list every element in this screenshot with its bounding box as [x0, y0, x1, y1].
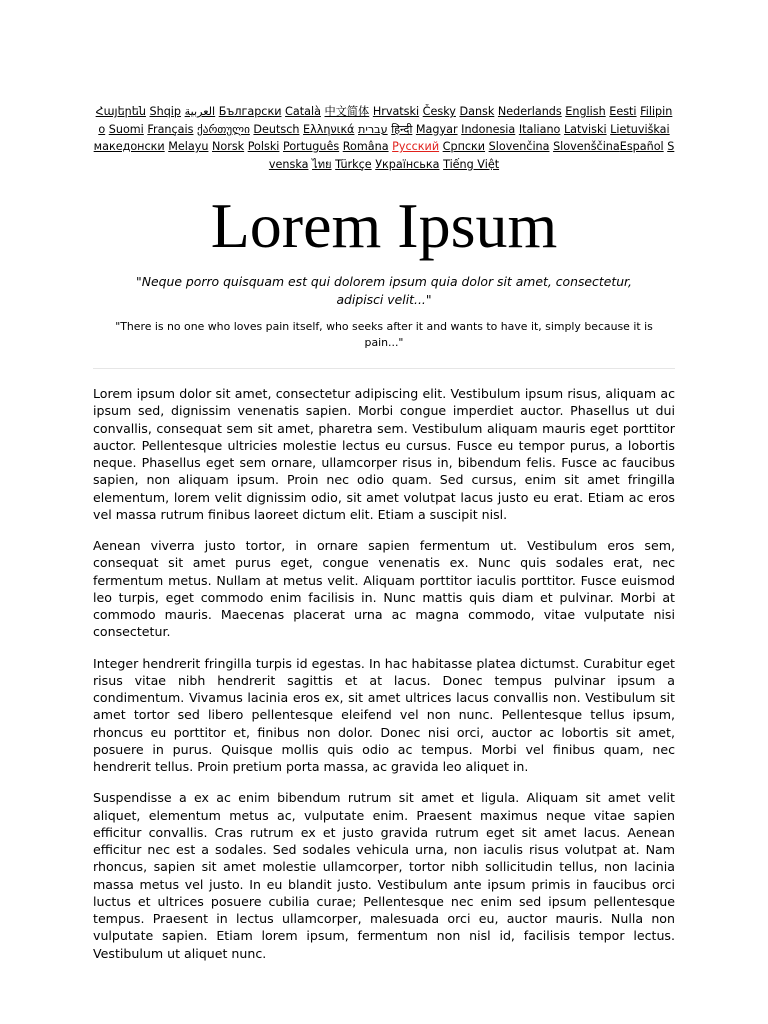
language-link[interactable]: Français: [147, 122, 194, 136]
language-link[interactable]: Suomi: [108, 122, 144, 136]
language-link[interactable]: Tiếng Việt: [443, 157, 500, 171]
language-link[interactable]: Româna: [342, 140, 389, 153]
language-bar: [93, 103, 675, 173]
language-link[interactable]: Indonesia: [461, 122, 516, 136]
language-link[interactable]: Українська: [375, 157, 440, 171]
body-text: [93, 385, 675, 962]
language-link[interactable]: ไทย: [312, 157, 332, 171]
language-link[interactable]: Magyar: [415, 122, 458, 136]
language-link[interactable]: Melayu: [168, 140, 209, 153]
language-link[interactable]: Eesti: [609, 105, 637, 118]
body-paragraph: Aenean viverra justo tortor, in ornare sapien fermentum ut. Vestibulum eros sem, consequat sit amet purus eget, congue venenatis ex. Nunc quis sodales erat, nec fermentum metus. Nullam at metus velit. Aliquam porttitor iaculis porttitor. Fusce euismod leo turpis, eget commodo enim facilisis in. Nunc mattis quis diam et pulvinar. Morbi at commodo mauris. Maecenas placerat urna ac magna commodo, vitae vulputate nisi consectetur.: [93, 538, 675, 640]
language-link[interactable]: Filipino: [98, 105, 673, 136]
language-link[interactable]: English: [565, 105, 606, 118]
body-paragraph: Suspendisse a ex ac enim bibendum rutrum sit amet et ligula. Aliquam sit amet velit aliquet, elementum metus ac, vulputate enim. Praesent maximus neque vitae sapien efficitur convallis. Cras rutrum ex et justo gravida rutrum eget sit amet lacus. Aenean efficitur nec est a sodales. Sed sodales vehicula urna, non iaculis risus volutpat at. Nam rhoncus, sapien sit amet molestie ullamcorper, tortor nibh sollicitudin tellus, non lacinia massa metus vel justo. In eu blandit justo. Vestibulum ante ipsum primis in faucibus orci luctus et ultrices posuere cubilia curae; Pellentesque nec enim sed ipsum pellentesque tempus. Praesent in lectus ullamcorper, malesuada orci eu, auctor mauris. Nulla non vulputate sapien. Etiam lorem ipsum, fermentum non nisl id, facilisis tempor lectus. Vestibulum ut aliquet nunc.: [93, 790, 675, 961]
language-link[interactable]: Svenska: [268, 140, 675, 171]
language-link[interactable]: Slovenščina: [553, 140, 620, 153]
language-link[interactable]: 中文简体: [324, 105, 370, 118]
english-quote: "There is no one who loves pain itself, who seeks after it and wants to have it, simply because it is pain...": [115, 320, 653, 349]
language-link[interactable]: Հայերեն: [95, 105, 146, 118]
language-link[interactable]: Català: [285, 105, 321, 118]
language-link[interactable]: Lietuviškai: [610, 122, 670, 136]
language-link[interactable]: Norsk: [212, 140, 245, 153]
language-link[interactable]: العربية: [184, 105, 216, 118]
language-link[interactable]: ქართული: [197, 122, 250, 136]
language-link[interactable]: Hrvatski: [372, 105, 420, 118]
language-link[interactable]: Shqip: [149, 105, 182, 118]
language-link[interactable]: Dansk: [459, 105, 495, 118]
page-title: Lorem Ipsum: [210, 190, 558, 261]
language-link[interactable]: Ελληνικά: [303, 122, 355, 136]
language-link[interactable]: Српски: [442, 140, 486, 153]
divider: [93, 368, 675, 369]
language-link[interactable]: Português: [282, 140, 340, 153]
language-link[interactable]: Türkçe: [335, 157, 372, 171]
language-link[interactable]: हिन्दी: [391, 122, 413, 136]
latin-quote: "Neque porro quisquam est qui dolorem ipsum quia dolor sit amet, consectetur, adipisci velit...": [136, 274, 632, 307]
language-link[interactable]: Slovenčina: [488, 140, 550, 153]
language-link[interactable]: Български: [218, 105, 282, 118]
language-link-current[interactable]: Pусский: [392, 140, 440, 153]
language-link[interactable]: Polski: [247, 140, 280, 153]
language-link[interactable]: Latviski: [563, 122, 607, 136]
language-link[interactable]: עברית: [358, 122, 388, 136]
language-link[interactable]: Italiano: [518, 122, 561, 136]
language-link[interactable]: Deutsch: [253, 122, 300, 136]
language-link[interactable]: Nederlands: [497, 105, 562, 118]
body-paragraph: Lorem ipsum dolor sit amet, consectetur adipiscing elit. Vestibulum ipsum risus, aliquam ac ipsum sed, dignissim venenatis sapien. Morbi congue imperdiet auctor. Phasellus ut dui convallis, consequat sem sit amet, pharetra sem. Vestibulum aliquam mauris eget porttitor auctor. Pellentesque ultricies molestie lectus eu cursus. Fusce eu tempor purus, a lobortis neque. Phasellus eget sem ornare, ullamcorper risus in, bibendum felis. Fusce ac faucibus sapien, non aliquam ipsum. Proin nec odio quam. Sed cursus, enim sit amet fringilla elementum, lorem velit dignissim odio, sit amet volutpat lacus justo eu erat. Etiam ac eros vel massa rutrum finibus laoreet dictum elit. Etiam a suscipit nisl.: [93, 386, 675, 522]
language-link[interactable]: Español: [619, 140, 664, 153]
body-paragraph: Integer hendrerit fringilla turpis id egestas. In hac habitasse platea dictumst. Curabitur eget risus vitae nibh hendrerit sagittis et at lacus. Donec tempus pulvinar ipsum a condimentum. Vivamus lacinia eros ex, sit amet ultrices lacus convallis non. Vestibulum sit amet tortor sed libero pellentesque eleifend vel non nunc. Pellentesque tellus ipsum, rhoncus eu porttitor et, finibus non dolor. Donec nisi orci, auctor ac lobortis sit amet, posuere in purus. Quisque mollis quis odio ac tempus. Morbi vel finibus quam, nec hendrerit tellus. Proin pretium porta massa, ac gravida leo aliquet in.: [93, 655, 675, 774]
language-link[interactable]: македонски: [93, 140, 165, 153]
language-link[interactable]: Česky: [422, 105, 456, 118]
page: [93, 0, 675, 976]
